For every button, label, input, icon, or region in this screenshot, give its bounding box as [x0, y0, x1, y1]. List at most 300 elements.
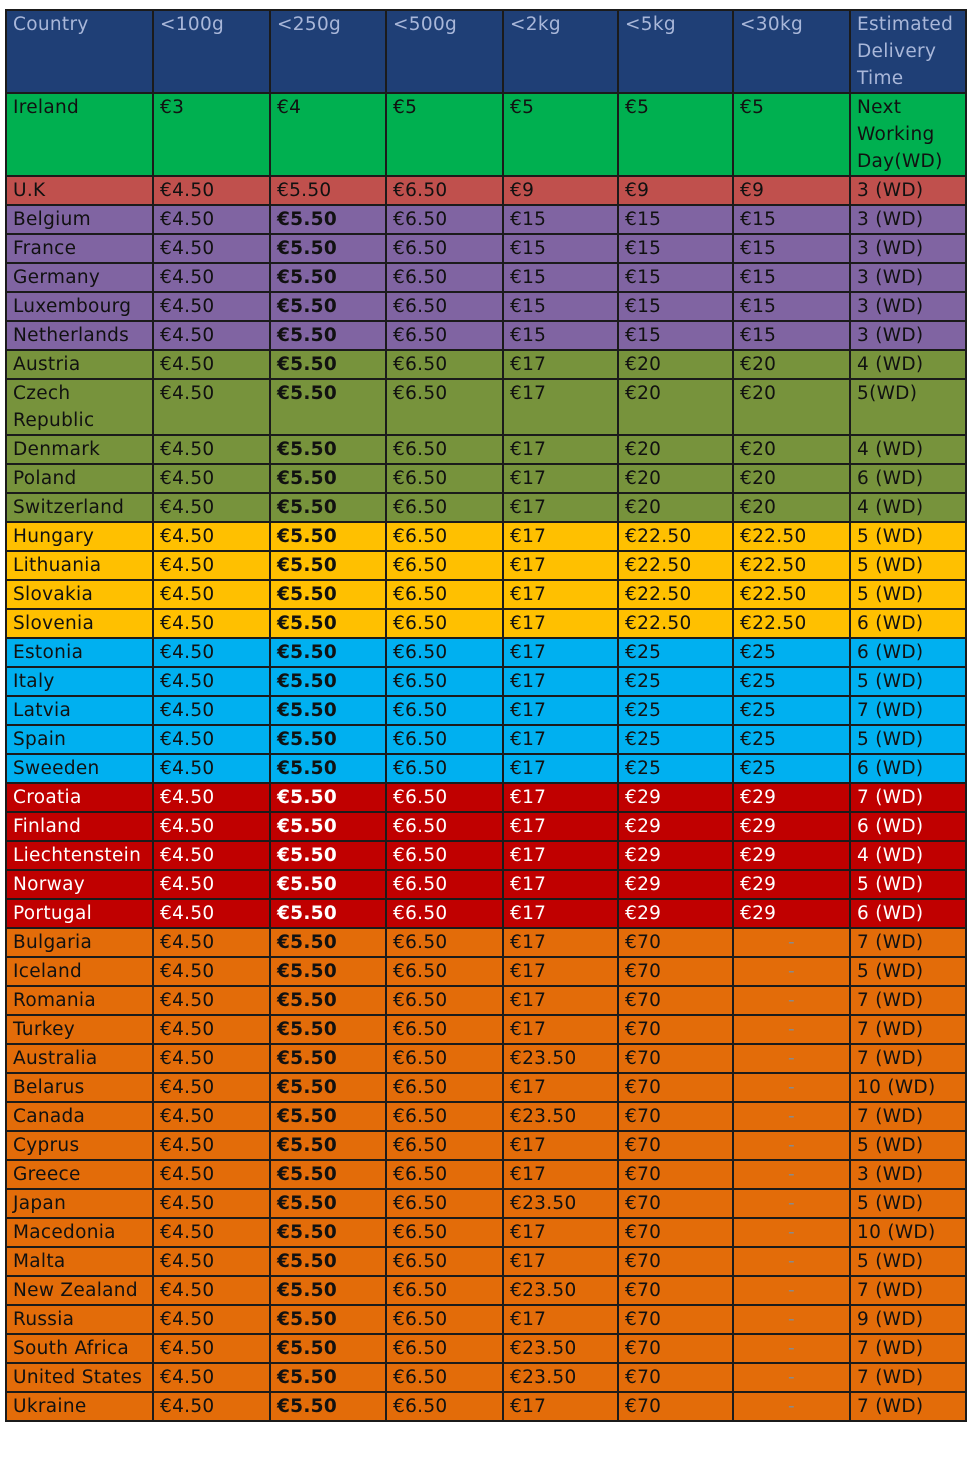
price-2kg-cell: €17 — [503, 667, 618, 696]
price-500g-cell: €6.50 — [386, 1276, 503, 1305]
price-30kg-cell: - — [733, 986, 850, 1015]
price-500g-cell: €6.50 — [386, 205, 503, 234]
price-100g-cell: €4.50 — [153, 176, 270, 205]
price-30kg-cell: €25 — [733, 638, 850, 667]
country-cell: Lithuania — [6, 551, 153, 580]
delivery-time-cell: 3 (WD) — [850, 321, 966, 350]
price-30kg-cell: €15 — [733, 321, 850, 350]
price-30kg-cell: €22.50 — [733, 609, 850, 638]
country-cell: Liechtenstein — [6, 841, 153, 870]
price-30kg-cell: €15 — [733, 205, 850, 234]
price-5kg-cell: €70 — [618, 1131, 733, 1160]
price-2kg-cell: €23.50 — [503, 1363, 618, 1392]
price-30kg-cell: €22.50 — [733, 551, 850, 580]
price-250g-cell: €5.50 — [270, 435, 386, 464]
price-5kg-cell: €70 — [618, 1015, 733, 1044]
price-2kg-cell: €15 — [503, 263, 618, 292]
price-250g-cell: €5.50 — [270, 609, 386, 638]
country-cell: Spain — [6, 725, 153, 754]
price-30kg-cell: - — [733, 1305, 850, 1334]
price-250g-cell: €5.50 — [270, 725, 386, 754]
price-500g-cell: €6.50 — [386, 638, 503, 667]
price-250g-cell: €5.50 — [270, 522, 386, 551]
price-250g-cell: €5.50 — [270, 986, 386, 1015]
price-100g-cell: €4.50 — [153, 783, 270, 812]
country-cell: Hungary — [6, 522, 153, 551]
price-250g-cell: €5.50 — [270, 1247, 386, 1276]
delivery-time-cell: 5 (WD) — [850, 580, 966, 609]
price-500g-cell: €6.50 — [386, 1247, 503, 1276]
price-250g-cell: €5.50 — [270, 1218, 386, 1247]
country-cell: Estonia — [6, 638, 153, 667]
price-30kg-cell: €29 — [733, 783, 850, 812]
delivery-time-cell: 7 (WD) — [850, 1392, 966, 1421]
price-30kg-cell: €29 — [733, 841, 850, 870]
country-cell: South Africa — [6, 1334, 153, 1363]
price-5kg-cell: €70 — [618, 1276, 733, 1305]
price-5kg-cell: €5 — [618, 93, 733, 176]
price-5kg-cell: €15 — [618, 263, 733, 292]
price-30kg-cell: - — [733, 1044, 850, 1073]
delivery-time-cell: 6 (WD) — [850, 609, 966, 638]
price-30kg-cell: €9 — [733, 176, 850, 205]
table-row — [6, 1073, 966, 1102]
price-30kg-cell: €15 — [733, 263, 850, 292]
price-2kg-cell: €15 — [503, 292, 618, 321]
price-5kg-cell: €70 — [618, 1044, 733, 1073]
delivery-time-cell: 10 (WD) — [850, 1218, 966, 1247]
price-30kg-cell: €25 — [733, 754, 850, 783]
price-2kg-cell: €17 — [503, 1392, 618, 1421]
country-cell: Slovenia — [6, 609, 153, 638]
table-row — [6, 986, 966, 1015]
table-row — [6, 464, 966, 493]
price-2kg-cell: €17 — [503, 783, 618, 812]
table-row — [6, 350, 966, 379]
delivery-time-cell: 4 (WD) — [850, 841, 966, 870]
price-5kg-cell: €15 — [618, 292, 733, 321]
country-cell: Czech Republic — [6, 379, 153, 435]
country-cell: Cyprus — [6, 1131, 153, 1160]
delivery-time-cell: 4 (WD) — [850, 350, 966, 379]
price-500g-cell: €6.50 — [386, 841, 503, 870]
header-row — [6, 10, 966, 93]
price-500g-cell: €6.50 — [386, 1392, 503, 1421]
price-30kg-cell: - — [733, 1276, 850, 1305]
table-row — [6, 522, 966, 551]
country-cell: United States — [6, 1363, 153, 1392]
column-header-delivery-time: Estimated Delivery Time — [850, 10, 966, 93]
price-100g-cell: €4.50 — [153, 1247, 270, 1276]
price-2kg-cell: €23.50 — [503, 1044, 618, 1073]
price-500g-cell: €6.50 — [386, 783, 503, 812]
price-30kg-cell: - — [733, 928, 850, 957]
delivery-time-cell: 7 (WD) — [850, 986, 966, 1015]
table-row — [6, 435, 966, 464]
price-100g-cell: €4.50 — [153, 435, 270, 464]
price-2kg-cell: €17 — [503, 1218, 618, 1247]
price-5kg-cell: €70 — [618, 1247, 733, 1276]
country-cell: Sweeden — [6, 754, 153, 783]
price-250g-cell: €5.50 — [270, 957, 386, 986]
price-100g-cell: €4.50 — [153, 986, 270, 1015]
price-30kg-cell: - — [733, 1131, 850, 1160]
price-5kg-cell: €29 — [618, 841, 733, 870]
price-100g-cell: €3 — [153, 93, 270, 176]
price-5kg-cell: €70 — [618, 1305, 733, 1334]
price-5kg-cell: €20 — [618, 350, 733, 379]
price-2kg-cell: €17 — [503, 841, 618, 870]
price-30kg-cell: €20 — [733, 464, 850, 493]
price-5kg-cell: €29 — [618, 812, 733, 841]
price-500g-cell: €6.50 — [386, 1102, 503, 1131]
price-500g-cell: €6.50 — [386, 1305, 503, 1334]
price-5kg-cell: €70 — [618, 928, 733, 957]
price-500g-cell: €6.50 — [386, 957, 503, 986]
price-100g-cell: €4.50 — [153, 696, 270, 725]
price-100g-cell: €4.50 — [153, 1305, 270, 1334]
table-row — [6, 493, 966, 522]
delivery-time-cell: 3 (WD) — [850, 234, 966, 263]
price-500g-cell: €6.50 — [386, 522, 503, 551]
price-250g-cell: €5.50 — [270, 1189, 386, 1218]
country-cell: Canada — [6, 1102, 153, 1131]
price-30kg-cell: €15 — [733, 234, 850, 263]
price-500g-cell: €6.50 — [386, 493, 503, 522]
price-2kg-cell: €17 — [503, 957, 618, 986]
price-5kg-cell: €22.50 — [618, 551, 733, 580]
price-5kg-cell: €25 — [618, 696, 733, 725]
price-100g-cell: €4.50 — [153, 957, 270, 986]
price-2kg-cell: €5 — [503, 93, 618, 176]
price-30kg-cell: €22.50 — [733, 522, 850, 551]
price-2kg-cell: €17 — [503, 1247, 618, 1276]
price-2kg-cell: €23.50 — [503, 1189, 618, 1218]
price-100g-cell: €4.50 — [153, 1363, 270, 1392]
table-row — [6, 870, 966, 899]
price-100g-cell: €4.50 — [153, 870, 270, 899]
price-5kg-cell: €70 — [618, 1363, 733, 1392]
table-row — [6, 638, 966, 667]
price-500g-cell: €6.50 — [386, 696, 503, 725]
table-row — [6, 609, 966, 638]
price-5kg-cell: €29 — [618, 899, 733, 928]
table-row — [6, 580, 966, 609]
delivery-time-cell: 9 (WD) — [850, 1305, 966, 1334]
country-cell: Greece — [6, 1160, 153, 1189]
table-row — [6, 1044, 966, 1073]
price-5kg-cell: €70 — [618, 1160, 733, 1189]
delivery-time-cell: 7 (WD) — [850, 1276, 966, 1305]
price-250g-cell: €5.50 — [270, 292, 386, 321]
price-100g-cell: €4.50 — [153, 1044, 270, 1073]
table-row — [6, 292, 966, 321]
table-row — [6, 1189, 966, 1218]
delivery-time-cell: 4 (WD) — [850, 435, 966, 464]
table-row — [6, 899, 966, 928]
price-2kg-cell: €15 — [503, 234, 618, 263]
table-row — [6, 1305, 966, 1334]
delivery-time-cell: 3 (WD) — [850, 263, 966, 292]
country-cell: Belgium — [6, 205, 153, 234]
price-2kg-cell: €17 — [503, 1160, 618, 1189]
country-cell: Croatia — [6, 783, 153, 812]
price-250g-cell: €5.50 — [270, 1015, 386, 1044]
price-250g-cell: €5.50 — [270, 1102, 386, 1131]
price-2kg-cell: €17 — [503, 1073, 618, 1102]
table-row — [6, 176, 966, 205]
price-250g-cell: €5.50 — [270, 1276, 386, 1305]
price-100g-cell: €4.50 — [153, 379, 270, 435]
country-cell: Finland — [6, 812, 153, 841]
price-30kg-cell: €5 — [733, 93, 850, 176]
table-row — [6, 1247, 966, 1276]
price-100g-cell: €4.50 — [153, 1189, 270, 1218]
price-2kg-cell: €17 — [503, 870, 618, 899]
delivery-time-cell: 6 (WD) — [850, 754, 966, 783]
price-250g-cell: €5.50 — [270, 1073, 386, 1102]
column-header-500g: <500g — [386, 10, 503, 93]
price-2kg-cell: €17 — [503, 899, 618, 928]
price-500g-cell: €6.50 — [386, 1044, 503, 1073]
price-500g-cell: €6.50 — [386, 667, 503, 696]
country-cell: Slovakia — [6, 580, 153, 609]
price-250g-cell: €5.50 — [270, 783, 386, 812]
price-5kg-cell: €29 — [618, 870, 733, 899]
price-500g-cell: €6.50 — [386, 263, 503, 292]
table-row — [6, 234, 966, 263]
price-500g-cell: €6.50 — [386, 812, 503, 841]
table-row — [6, 1015, 966, 1044]
price-500g-cell: €6.50 — [386, 1189, 503, 1218]
price-250g-cell: €5.50 — [270, 899, 386, 928]
delivery-time-cell: 7 (WD) — [850, 1363, 966, 1392]
price-30kg-cell: €22.50 — [733, 580, 850, 609]
delivery-time-cell: 7 (WD) — [850, 1044, 966, 1073]
price-250g-cell: €5.50 — [270, 754, 386, 783]
price-30kg-cell: €25 — [733, 696, 850, 725]
table-row — [6, 783, 966, 812]
country-cell: Japan — [6, 1189, 153, 1218]
price-30kg-cell: - — [733, 1160, 850, 1189]
country-cell: Romania — [6, 986, 153, 1015]
column-header-country: Country — [6, 10, 153, 93]
price-5kg-cell: €22.50 — [618, 580, 733, 609]
table-row — [6, 841, 966, 870]
country-cell: Iceland — [6, 957, 153, 986]
delivery-time-cell: 3 (WD) — [850, 176, 966, 205]
price-250g-cell: €5.50 — [270, 1392, 386, 1421]
price-30kg-cell: - — [733, 1189, 850, 1218]
delivery-time-cell: 7 (WD) — [850, 928, 966, 957]
price-500g-cell: €6.50 — [386, 609, 503, 638]
table-row — [6, 321, 966, 350]
delivery-time-cell: 5 (WD) — [850, 551, 966, 580]
table-row — [6, 754, 966, 783]
price-5kg-cell: €70 — [618, 1334, 733, 1363]
price-100g-cell: €4.50 — [153, 522, 270, 551]
price-30kg-cell: - — [733, 1392, 850, 1421]
country-cell: Austria — [6, 350, 153, 379]
delivery-time-cell: 5 (WD) — [850, 522, 966, 551]
price-500g-cell: €6.50 — [386, 870, 503, 899]
price-30kg-cell: €20 — [733, 493, 850, 522]
delivery-time-cell: 6 (WD) — [850, 812, 966, 841]
country-cell: Turkey — [6, 1015, 153, 1044]
country-cell: Luxembourg — [6, 292, 153, 321]
price-250g-cell: €5.50 — [270, 321, 386, 350]
price-2kg-cell: €23.50 — [503, 1334, 618, 1363]
price-500g-cell: €6.50 — [386, 928, 503, 957]
price-100g-cell: €4.50 — [153, 899, 270, 928]
country-cell: New Zealand — [6, 1276, 153, 1305]
price-500g-cell: €6.50 — [386, 435, 503, 464]
price-500g-cell: €6.50 — [386, 1073, 503, 1102]
price-100g-cell: €4.50 — [153, 667, 270, 696]
price-5kg-cell: €22.50 — [618, 522, 733, 551]
price-2kg-cell: €23.50 — [503, 1102, 618, 1131]
price-30kg-cell: €25 — [733, 667, 850, 696]
price-100g-cell: €4.50 — [153, 812, 270, 841]
price-2kg-cell: €17 — [503, 696, 618, 725]
price-2kg-cell: €17 — [503, 609, 618, 638]
delivery-time-cell: 5 (WD) — [850, 667, 966, 696]
price-5kg-cell: €9 — [618, 176, 733, 205]
table-body — [6, 93, 966, 1421]
price-30kg-cell: €29 — [733, 899, 850, 928]
price-500g-cell: €6.50 — [386, 292, 503, 321]
price-250g-cell: €5.50 — [270, 263, 386, 292]
price-30kg-cell: - — [733, 1015, 850, 1044]
price-2kg-cell: €17 — [503, 522, 618, 551]
price-5kg-cell: €70 — [618, 957, 733, 986]
price-250g-cell: €5.50 — [270, 1044, 386, 1073]
price-100g-cell: €4.50 — [153, 1131, 270, 1160]
table-row — [6, 1363, 966, 1392]
price-2kg-cell: €17 — [503, 754, 618, 783]
price-5kg-cell: €20 — [618, 435, 733, 464]
delivery-time-cell: 4 (WD) — [850, 493, 966, 522]
price-500g-cell: €6.50 — [386, 1334, 503, 1363]
price-100g-cell: €4.50 — [153, 1102, 270, 1131]
price-500g-cell: €6.50 — [386, 725, 503, 754]
price-5kg-cell: €20 — [618, 379, 733, 435]
price-250g-cell: €5.50 — [270, 696, 386, 725]
price-250g-cell: €5.50 — [270, 176, 386, 205]
price-30kg-cell: - — [733, 1102, 850, 1131]
country-cell: Norway — [6, 870, 153, 899]
table-row — [6, 667, 966, 696]
price-2kg-cell: €17 — [503, 379, 618, 435]
table-row — [6, 812, 966, 841]
table-row — [6, 1131, 966, 1160]
price-500g-cell: €6.50 — [386, 464, 503, 493]
country-cell: Germany — [6, 263, 153, 292]
delivery-time-cell: 3 (WD) — [850, 1160, 966, 1189]
price-500g-cell: €6.50 — [386, 176, 503, 205]
country-cell: Malta — [6, 1247, 153, 1276]
price-5kg-cell: €22.50 — [618, 609, 733, 638]
price-100g-cell: €4.50 — [153, 464, 270, 493]
delivery-time-cell: 6 (WD) — [850, 638, 966, 667]
price-5kg-cell: €20 — [618, 493, 733, 522]
price-2kg-cell: €9 — [503, 176, 618, 205]
price-500g-cell: €6.50 — [386, 321, 503, 350]
price-250g-cell: €5.50 — [270, 551, 386, 580]
price-30kg-cell: €29 — [733, 870, 850, 899]
column-header-5kg: <5kg — [618, 10, 733, 93]
price-30kg-cell: - — [733, 1363, 850, 1392]
table-row — [6, 93, 966, 176]
price-30kg-cell: - — [733, 1218, 850, 1247]
delivery-time-cell: 5 (WD) — [850, 870, 966, 899]
table-row — [6, 551, 966, 580]
price-5kg-cell: €25 — [618, 667, 733, 696]
price-100g-cell: €4.50 — [153, 1392, 270, 1421]
price-5kg-cell: €25 — [618, 754, 733, 783]
price-2kg-cell: €17 — [503, 551, 618, 580]
price-5kg-cell: €70 — [618, 1189, 733, 1218]
price-30kg-cell: €25 — [733, 725, 850, 754]
table-row — [6, 928, 966, 957]
price-30kg-cell: - — [733, 1247, 850, 1276]
price-30kg-cell: €20 — [733, 350, 850, 379]
price-500g-cell: €6.50 — [386, 1218, 503, 1247]
price-100g-cell: €4.50 — [153, 263, 270, 292]
price-250g-cell: €5.50 — [270, 1363, 386, 1392]
price-2kg-cell: €17 — [503, 493, 618, 522]
price-5kg-cell: €29 — [618, 783, 733, 812]
price-250g-cell: €5.50 — [270, 667, 386, 696]
price-100g-cell: €4.50 — [153, 1276, 270, 1305]
price-500g-cell: €6.50 — [386, 379, 503, 435]
table-row — [6, 263, 966, 292]
delivery-time-cell: 3 (WD) — [850, 292, 966, 321]
country-cell: Portugal — [6, 899, 153, 928]
price-30kg-cell: - — [733, 1334, 850, 1363]
price-2kg-cell: €17 — [503, 350, 618, 379]
price-30kg-cell: €20 — [733, 379, 850, 435]
country-cell: Russia — [6, 1305, 153, 1334]
delivery-time-cell: 6 (WD) — [850, 899, 966, 928]
price-2kg-cell: €17 — [503, 812, 618, 841]
price-500g-cell: €6.50 — [386, 350, 503, 379]
price-2kg-cell: €23.50 — [503, 1276, 618, 1305]
price-2kg-cell: €15 — [503, 205, 618, 234]
delivery-time-cell: 7 (WD) — [850, 1015, 966, 1044]
delivery-time-cell: 10 (WD) — [850, 1073, 966, 1102]
price-100g-cell: €4.50 — [153, 1218, 270, 1247]
delivery-time-cell: 3 (WD) — [850, 205, 966, 234]
price-500g-cell: €6.50 — [386, 1015, 503, 1044]
country-cell: Bulgaria — [6, 928, 153, 957]
delivery-time-cell: 7 (WD) — [850, 696, 966, 725]
price-500g-cell: €6.50 — [386, 580, 503, 609]
price-2kg-cell: €17 — [503, 638, 618, 667]
price-100g-cell: €4.50 — [153, 1334, 270, 1363]
delivery-time-cell: 7 (WD) — [850, 1334, 966, 1363]
price-100g-cell: €4.50 — [153, 725, 270, 754]
price-30kg-cell: €20 — [733, 435, 850, 464]
price-2kg-cell: €17 — [503, 725, 618, 754]
country-cell: Latvia — [6, 696, 153, 725]
delivery-time-cell: 5 (WD) — [850, 1131, 966, 1160]
delivery-time-cell: 5(WD) — [850, 379, 966, 435]
price-30kg-cell: - — [733, 957, 850, 986]
price-100g-cell: €4.50 — [153, 292, 270, 321]
price-2kg-cell: €17 — [503, 986, 618, 1015]
country-cell: Belarus — [6, 1073, 153, 1102]
